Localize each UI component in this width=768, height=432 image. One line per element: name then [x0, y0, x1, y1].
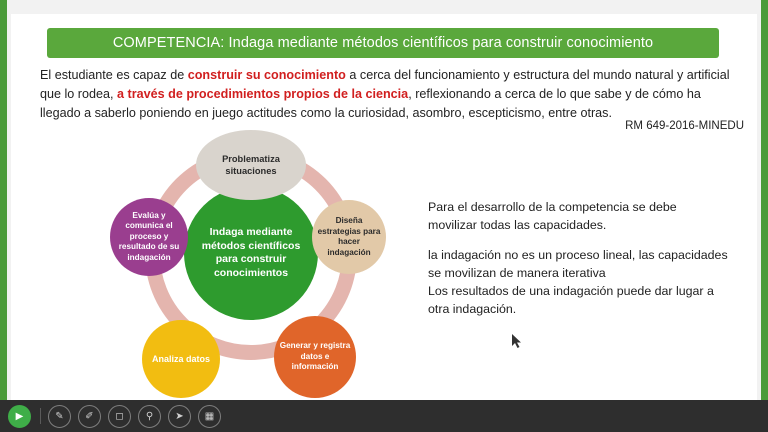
eraser-icon: ◻ — [115, 410, 124, 422]
highlighter-button[interactable] — [78, 405, 101, 428]
side-text-paragraph-1: Para el desarrollo de la competencia se debe movilizar todas las capacidades. — [428, 200, 677, 232]
pen-button[interactable] — [48, 405, 71, 428]
grid-icon: ▦ — [204, 410, 215, 422]
right-accent-bar — [757, 0, 768, 432]
presentation-toolbar[interactable] — [0, 400, 768, 432]
diagram-node-disena: Diseña estrategias para hacer indagación — [312, 200, 386, 274]
highlighter-icon: ✐ — [85, 410, 94, 422]
slide-top-margin — [0, 0, 768, 14]
paragraph-part-3: , reflexionando a cerca de lo que sabe y de cómo ha llegado a saberlo poniendo en juego actitudes como la curiosidad, asombro, escepticismo, entre otras. — [40, 87, 701, 120]
pen-icon: ✎ — [55, 410, 64, 422]
side-text-paragraph-3: Los resultados de una indagación puede dar lugar a otra indagación. — [428, 284, 714, 316]
play-button[interactable] — [8, 405, 31, 428]
diagram-node-analiza: Analiza datos — [142, 320, 220, 398]
pointer-button[interactable] — [168, 405, 191, 428]
source-reference: RM 649-2016-MINEDU — [625, 120, 744, 132]
paragraph-highlight-1: construir su conocimiento — [187, 68, 346, 82]
diagram-node-problematiza: Problematiza situaciones — [196, 130, 306, 200]
paragraph-part-1: El estudiante es capaz de — [40, 68, 188, 82]
left-accent-bar — [0, 0, 11, 432]
side-commentary — [428, 198, 728, 330]
mouse-cursor-icon — [512, 334, 522, 348]
paragraph-part-2: a cerca del funcionamiento y estructura del mundo natural y artificial que lo rodea, — [40, 68, 730, 101]
eraser-button[interactable] — [108, 405, 131, 428]
diagram-node-evalua: Evalúa y comunica el proceso y resultado de su indagación — [110, 198, 188, 276]
page-title: COMPETENCIA: Indaga mediante métodos científicos para construir conocimiento — [112, 35, 654, 51]
title-banner — [47, 28, 719, 58]
zoom-button[interactable] — [138, 405, 161, 428]
play-icon: ▶ — [15, 410, 24, 422]
diagram-node-genera: Generar y registra datos e información — [274, 316, 356, 398]
magnifier-icon: ⚲ — [145, 410, 154, 422]
intro-paragraph — [40, 66, 740, 123]
diagram-center-node: Indaga mediante métodos científicos para construir conocimientos — [184, 186, 318, 320]
pointer-icon: ➤ — [175, 410, 184, 422]
toolbar-divider — [40, 408, 41, 424]
competency-diagram — [90, 130, 410, 415]
side-text-paragraph-2: la indagación no es un proceso lineal, las capacidades se movilizan de manera iterativa — [428, 248, 728, 280]
grid-button[interactable] — [198, 405, 221, 428]
paragraph-highlight-2: a través de procedimientos propios de la ciencia — [117, 87, 409, 101]
